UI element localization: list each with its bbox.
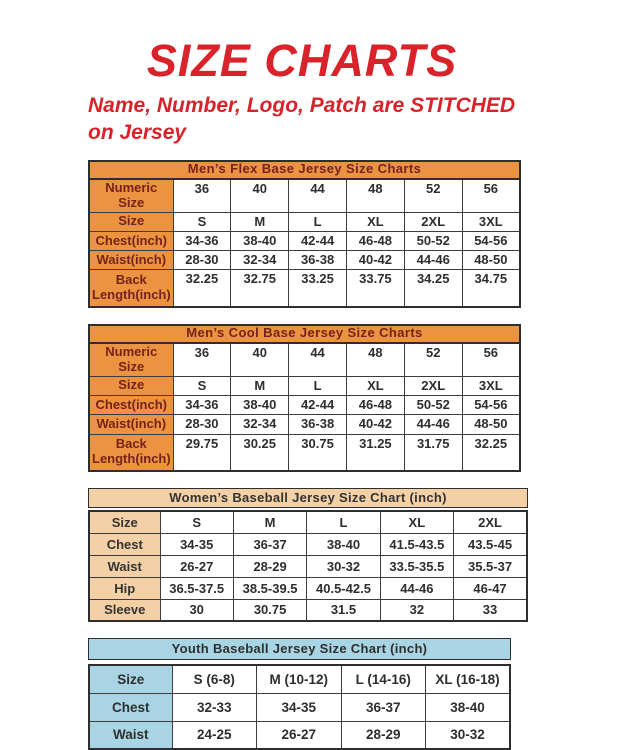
size-cell: XL <box>346 376 404 395</box>
size-cell: 31.75 <box>404 434 462 471</box>
size-cell: 46-47 <box>454 577 527 599</box>
row-label: Size <box>89 376 173 395</box>
table-row <box>89 343 520 376</box>
size-cell: 34-36 <box>173 231 231 250</box>
row-label: Hip <box>89 577 160 599</box>
size-cell: 32.75 <box>231 270 289 307</box>
row-label: Chest(inch) <box>89 396 173 415</box>
size-cell: 36 <box>173 343 231 376</box>
size-cell: 34.25 <box>404 270 462 307</box>
size-cell: 33.75 <box>346 270 404 307</box>
row-label: Back Length(inch) <box>89 270 173 307</box>
size-cell: 48 <box>346 343 404 376</box>
row-label: Waist(inch) <box>89 415 173 434</box>
size-cell: 30.75 <box>289 434 347 471</box>
size-cell: M <box>231 376 289 395</box>
table-title-mens-flex-base: Men’s Flex Base Jersey Size Charts <box>88 160 521 178</box>
size-cell: S <box>173 376 231 395</box>
tables-area <box>88 160 638 750</box>
table-row <box>89 434 520 471</box>
size-cell: 33 <box>454 599 527 621</box>
size-table-womens-baseball <box>88 510 528 622</box>
size-cell: 32.25 <box>173 270 231 307</box>
row-label: Chest(inch) <box>89 231 173 250</box>
size-cell: 33.25 <box>289 270 347 307</box>
size-cell: 32-34 <box>231 251 289 270</box>
row-label: Numeric Size <box>89 179 173 212</box>
size-cell: 29.75 <box>173 434 231 471</box>
size-cell: S <box>173 212 231 231</box>
size-cell: 44-46 <box>380 577 453 599</box>
size-cell: S (6-8) <box>172 665 257 693</box>
row-label: Back Length(inch) <box>89 434 173 471</box>
size-cell: 44 <box>289 343 347 376</box>
subtitle <box>88 93 598 147</box>
table-row <box>89 577 527 599</box>
size-cell: 2XL <box>454 511 527 533</box>
size-cell: L <box>289 376 347 395</box>
size-table-mens-cool-base <box>88 342 521 472</box>
size-cell: 34-36 <box>173 396 231 415</box>
size-cell: 44-46 <box>404 415 462 434</box>
size-cell: 30.75 <box>233 599 306 621</box>
size-cell: 2XL <box>404 212 462 231</box>
size-cell: 28-29 <box>233 555 306 577</box>
size-cell: 34-35 <box>257 693 342 721</box>
size-cell: S <box>160 511 233 533</box>
table-title-youth-baseball: Youth Baseball Jersey Size Chart (inch) <box>88 638 511 660</box>
size-cell: 26-27 <box>160 555 233 577</box>
size-cell: 36.5-37.5 <box>160 577 233 599</box>
size-cell: 31.25 <box>346 434 404 471</box>
size-cell: 40 <box>231 179 289 212</box>
size-cell: 44 <box>289 179 347 212</box>
size-cell: M <box>233 511 306 533</box>
table-title-mens-cool-base: Men’s Cool Base Jersey Size Charts <box>88 324 521 342</box>
size-cell: XL <box>346 212 404 231</box>
size-cell: 24-25 <box>172 721 257 749</box>
size-cell: 54-56 <box>462 231 520 250</box>
table-row <box>89 212 520 231</box>
table-row <box>89 533 527 555</box>
row-label: Waist(inch) <box>89 251 173 270</box>
size-cell: 28-30 <box>173 251 231 270</box>
size-cell: 36-37 <box>341 693 426 721</box>
size-cell: 40.5-42.5 <box>307 577 380 599</box>
row-label: Numeric Size <box>89 343 173 376</box>
size-cell: L <box>289 212 347 231</box>
row-label: Waist <box>89 555 160 577</box>
size-cell: 38-40 <box>307 533 380 555</box>
size-cell: 33.5-35.5 <box>380 555 453 577</box>
table-row <box>89 251 520 270</box>
size-cell: 28-29 <box>341 721 426 749</box>
size-cell: 48 <box>346 179 404 212</box>
size-cell: 31.5 <box>307 599 380 621</box>
table-row <box>89 555 527 577</box>
size-cell: 54-56 <box>462 396 520 415</box>
size-chart-womens-baseball <box>88 488 638 622</box>
table-row <box>89 665 510 693</box>
size-cell: M (10-12) <box>257 665 342 693</box>
size-cell: 46-48 <box>346 396 404 415</box>
table-row <box>89 179 520 212</box>
size-cell: 36-37 <box>233 533 306 555</box>
page-title: SIZE CHARTS <box>146 35 458 86</box>
size-cell: 28-30 <box>173 415 231 434</box>
row-label: Chest <box>89 533 160 555</box>
size-cell: 34.75 <box>462 270 520 307</box>
size-cell: 30-32 <box>307 555 380 577</box>
size-cell: 40 <box>231 343 289 376</box>
size-cell: 3XL <box>462 212 520 231</box>
size-cell: 38-40 <box>231 231 289 250</box>
table-title-womens-baseball: Women’s Baseball Jersey Size Chart (inch) <box>88 488 528 508</box>
row-label: Waist <box>89 721 172 749</box>
row-label: Chest <box>89 693 172 721</box>
size-cell: 30.25 <box>231 434 289 471</box>
size-cell: 32-34 <box>231 415 289 434</box>
size-cell: 50-52 <box>404 231 462 250</box>
size-cell: 34-35 <box>160 533 233 555</box>
table-row <box>89 270 520 307</box>
table-row <box>89 396 520 415</box>
table-row <box>89 721 510 749</box>
size-cell: M <box>231 212 289 231</box>
size-cell: 38.5-39.5 <box>233 577 306 599</box>
size-cell: 46-48 <box>346 231 404 250</box>
size-table-youth-baseball <box>88 664 511 750</box>
table-row <box>89 511 527 533</box>
table-row <box>89 599 527 621</box>
subtitle-line-2: on Jersey <box>88 120 187 144</box>
table-row <box>89 376 520 395</box>
row-label: Size <box>89 511 160 533</box>
size-chart-youth-baseball <box>88 638 638 750</box>
size-cell: 2XL <box>404 376 462 395</box>
size-cell: L <box>307 511 380 533</box>
size-cell: 38-40 <box>231 396 289 415</box>
table-row <box>89 231 520 250</box>
size-cell: 35.5-37 <box>454 555 527 577</box>
size-chart-mens-flex-base <box>88 160 638 308</box>
size-cell: 26-27 <box>257 721 342 749</box>
size-cell: 56 <box>462 179 520 212</box>
size-cell: 42-44 <box>289 396 347 415</box>
size-table-mens-flex-base <box>88 178 521 308</box>
size-cell: 36-38 <box>289 251 347 270</box>
size-cell: 40-42 <box>346 415 404 434</box>
size-cell: 30 <box>160 599 233 621</box>
size-cell: 3XL <box>462 376 520 395</box>
row-label: Sleeve <box>89 599 160 621</box>
size-cell: 42-44 <box>289 231 347 250</box>
size-cell: 44-46 <box>404 251 462 270</box>
subtitle-line-1: Name, Number, Logo, Patch are STITCHED <box>88 94 516 117</box>
size-cell: 41.5-43.5 <box>380 533 453 555</box>
size-cell: 52 <box>404 343 462 376</box>
size-cell: 40-42 <box>346 251 404 270</box>
size-cell: XL <box>380 511 453 533</box>
size-cell: 32-33 <box>172 693 257 721</box>
table-row <box>89 693 510 721</box>
size-cell: XL (16-18) <box>426 665 511 693</box>
size-cell: 50-52 <box>404 396 462 415</box>
size-cell: L (14-16) <box>341 665 426 693</box>
size-cell: 48-50 <box>462 251 520 270</box>
size-cell: 38-40 <box>426 693 511 721</box>
size-cell: 43.5-45 <box>454 533 527 555</box>
size-cell: 32.25 <box>462 434 520 471</box>
size-cell: 52 <box>404 179 462 212</box>
row-label: Size <box>89 665 172 693</box>
size-cell: 48-50 <box>462 415 520 434</box>
size-cell: 36-38 <box>289 415 347 434</box>
size-cell: 32 <box>380 599 453 621</box>
size-cell: 56 <box>462 343 520 376</box>
size-cell: 36 <box>173 179 231 212</box>
row-label: Size <box>89 212 173 231</box>
size-chart-mens-cool-base <box>88 324 638 472</box>
table-row <box>89 415 520 434</box>
size-cell: 30-32 <box>426 721 511 749</box>
